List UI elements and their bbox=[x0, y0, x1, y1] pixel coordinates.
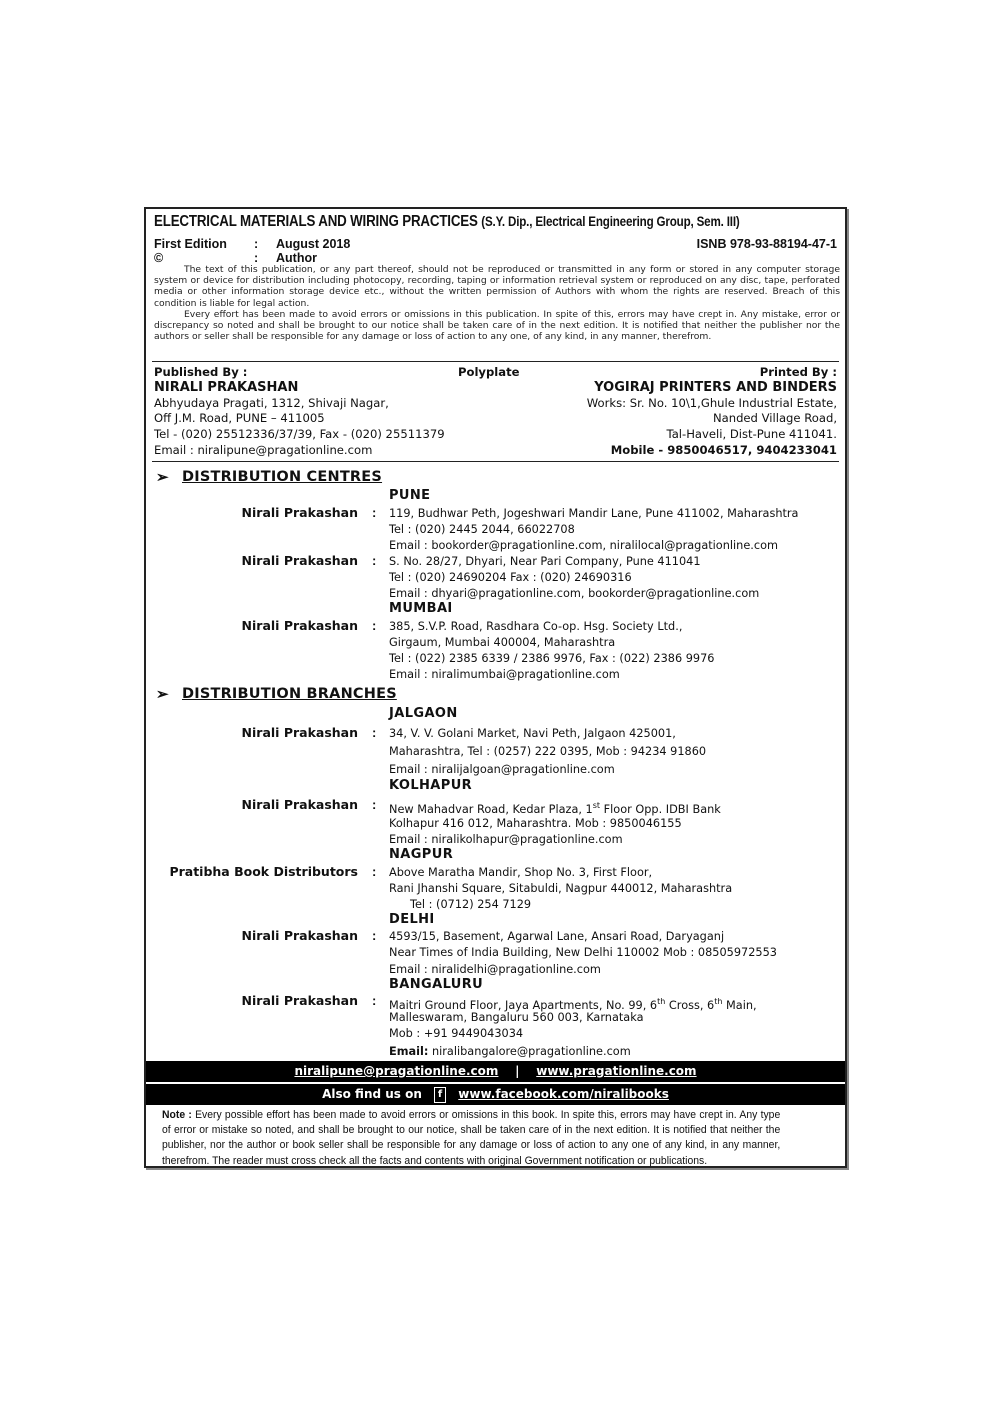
distribution-centres-heading: DISTRIBUTION CENTRES bbox=[182, 469, 383, 485]
email-link[interactable]: niralipune@pragationline.com bbox=[294, 1064, 499, 1078]
address-line: Maharashtra, Tel : (0257) 222 0395, Mob : 94234 91860 bbox=[389, 745, 707, 758]
copyright-symbol: © bbox=[154, 251, 164, 265]
contact-bar bbox=[146, 1061, 845, 1082]
divider bbox=[152, 361, 839, 362]
city-mumbai: MUMBAI bbox=[389, 601, 453, 616]
distributor-name: Nirali Prakashan bbox=[241, 553, 358, 568]
address-line: Email : niralikolhapur@pragationline.com bbox=[389, 833, 623, 846]
distributor-name: Nirali Prakashan bbox=[241, 928, 358, 943]
divider bbox=[152, 461, 839, 462]
address-line: Tel : (020) 2445 2044, 66022708 bbox=[389, 523, 575, 536]
social-bar bbox=[146, 1084, 845, 1105]
colon: : bbox=[372, 864, 377, 879]
city-delhi: DELHI bbox=[389, 912, 435, 927]
address-line: 119, Budhwar Peth, Jogeshwari Mandir Lane, Pune 411002, Maharashtra bbox=[389, 507, 799, 520]
note-label: Note : bbox=[162, 1109, 192, 1121]
colon: : bbox=[372, 553, 377, 568]
address-line: Email : dhyari@pragationline.com, bookorder@pragationline.com bbox=[389, 587, 760, 600]
address-line: 34, V. V. Golani Market, Navi Peth, Jalgaon 425001, bbox=[389, 727, 676, 740]
address-line: 385, S.V.P. Road, Rasdhara Co-op. Hsg. Society Ltd., bbox=[389, 620, 683, 633]
arrow-icon: ➢ bbox=[156, 469, 169, 486]
city-jalgaon: JALGAON bbox=[389, 706, 458, 721]
copyright-sep: : bbox=[254, 251, 259, 265]
address-line: Kolhapur 416 012, Maharashtra. Mob : 9850046155 bbox=[389, 817, 682, 830]
city-pune: PUNE bbox=[389, 488, 431, 503]
city-kolhapur: KOLHAPUR bbox=[389, 778, 473, 793]
printer-line: Tal-Haveli, Dist-Pune 411041. bbox=[666, 427, 837, 441]
address-line: 4593/15, Basement, Agarwal Lane, Ansari Road, Daryaganj bbox=[389, 930, 725, 943]
address-line: Near Times of India Building, New Delhi 110002 Mob : 08505972553 bbox=[389, 946, 777, 959]
address-line: Girgaum, Mumbai 400004, Maharashtra bbox=[389, 636, 616, 649]
address-line: Email: niralibangalore@pragationline.com bbox=[389, 1045, 631, 1058]
address-line: Email : niralijalgoan@pragationline.com bbox=[389, 763, 615, 776]
legal-paragraph-2: Every effort has been made to avoid errors or omissions in this publication. In spite of this, errors may have crept in. Any mistake, error or discrepancy so noted and shall be brought to our notice shall be taken care of in the next edition. It is notified that neither the publisher nor the authors or seller shall be responsible for any damage or loss of action to any one, of any kind, in any manner, therefrom. bbox=[154, 308, 840, 343]
address-line: Mob : +91 9449043034 bbox=[389, 1027, 524, 1040]
legal-paragraph-1: The text of this publication, or any part thereof, should not be reproduced or transmitted in any form or stored in any computer storage system or device for distribution including photocopy, recording, taping or information retrieval system or reproduced on any disc, tape, perforated media or other information storage device etc., without the written permission of Authors with whom the rights are reserved. Breach of this condition is liable for legal action. bbox=[154, 264, 840, 309]
note-text: Note : Every possible effort has been made to avoid errors or omissions in this book. In spite this, errors may have crept in. Any type of error or mistake so noted, and shall be brought to our notice, shall be taken care of in the next edition. It is notified that neither the publisher, nor the author or book seller shall be responsible for any damage or loss of action to any one of any kind, in any manner, therefrom. The reader must cross check all the facts and contents with original Government notification or publications. bbox=[162, 1109, 781, 1167]
address-line: Maitri Ground Floor, Jaya Apartments, No. 99, 6th Cross, 6th Main, bbox=[389, 997, 757, 1012]
printer-mobile: Mobile - 9850046517, 9404233041 bbox=[610, 443, 837, 457]
publisher-label: Published By : bbox=[154, 365, 248, 379]
city-nagpur: NAGPUR bbox=[389, 847, 454, 862]
imprint-page-frame bbox=[144, 207, 847, 1168]
printer-label: Printed By : bbox=[759, 365, 837, 379]
divider: | bbox=[515, 1064, 520, 1078]
address-line: Rani Jhanshi Square, Sitabuldi, Nagpur 440012, Maharashtra bbox=[389, 882, 733, 895]
website-link[interactable]: www.pragationline.com bbox=[536, 1064, 697, 1078]
colon: : bbox=[372, 797, 377, 812]
also-find-label: Also find us on bbox=[322, 1087, 422, 1101]
address-line: New Mahadvar Road, Kedar Plaza, 1st Floor Opp. IDBI Bank bbox=[389, 801, 721, 816]
address-line: Email : niralimumbai@pragationline.com bbox=[389, 668, 620, 681]
address-line: Tel : (020) 24690204 Fax : (020) 24690316 bbox=[389, 571, 632, 584]
legal-notice bbox=[154, 264, 840, 342]
distributor-name: Nirali Prakashan bbox=[241, 797, 358, 812]
facebook-link[interactable]: www.facebook.com/niralibooks bbox=[458, 1087, 669, 1101]
distributor-name: Nirali Prakashan bbox=[241, 618, 358, 633]
edition-value: August 2018 bbox=[276, 237, 351, 251]
distributor-name: Nirali Prakashan bbox=[241, 993, 358, 1008]
address-line: Above Maratha Mandir, Shop No. 3, First Floor, bbox=[389, 866, 653, 879]
arrow-icon: ➢ bbox=[156, 686, 169, 703]
address-line: Email : niralidelhi@pragationline.com bbox=[389, 963, 601, 976]
distributor-name: Pratibha Book Distributors bbox=[169, 864, 358, 879]
address-line: Tel : (0712) 254 7129 bbox=[410, 898, 532, 911]
isbn: ISNB 978-93-88194-47-1 bbox=[696, 237, 837, 251]
distributor-name: Nirali Prakashan bbox=[241, 725, 358, 740]
polyplate-label: Polyplate bbox=[458, 365, 520, 379]
distributor-name: Nirali Prakashan bbox=[241, 505, 358, 520]
publisher-name: NIRALI PRAKASHAN bbox=[154, 380, 299, 395]
colon: : bbox=[372, 725, 377, 740]
copyright-value: Author bbox=[276, 251, 317, 265]
book-title: ELECTRICAL MATERIALS AND WIRING PRACTICES (S.Y. Dip., Electrical Engineering Group, Sem. III) bbox=[154, 213, 740, 230]
colon: : bbox=[372, 928, 377, 943]
colon: : bbox=[372, 993, 377, 1008]
address-line: Malleswaram, Bangaluru 560 003, Karnataka bbox=[389, 1011, 644, 1024]
publisher-line: Off J.M. Road, PUNE – 411005 bbox=[154, 411, 325, 425]
facebook-icon: f bbox=[434, 1087, 446, 1103]
printer-name: YOGIRAJ PRINTERS AND BINDERS bbox=[594, 380, 837, 395]
colon: : bbox=[372, 618, 377, 633]
edition-label: First Edition bbox=[154, 237, 227, 251]
address-line: Tel : (022) 2385 6339 / 2386 9976, Fax : (022) 2386 9976 bbox=[389, 652, 715, 665]
address-line: S. No. 28/27, Dhyari, Near Pari Company, Pune 411041 bbox=[389, 555, 701, 568]
city-bangaluru: BANGALURU bbox=[389, 977, 484, 992]
distribution-branches-heading: DISTRIBUTION BRANCHES bbox=[182, 686, 397, 702]
publisher-email: Email : niralipune@pragationline.com bbox=[154, 443, 373, 457]
publisher-line: Abhyudaya Pragati, 1312, Shivaji Nagar, bbox=[154, 396, 389, 410]
edition-sep: : bbox=[254, 237, 259, 251]
printer-line: Works: Sr. No. 10\1,Ghule Industrial Estate, bbox=[586, 396, 837, 410]
colon: : bbox=[372, 505, 377, 520]
printer-line: Nanded Village Road, bbox=[712, 411, 837, 425]
address-line: Email : bookorder@pragationline.com, niralilocal@pragationline.com bbox=[389, 539, 778, 552]
publisher-line: Tel - (020) 25512336/37/39, Fax - (020) 25511379 bbox=[154, 427, 445, 441]
book-subtitle: (S.Y. Dip., Electrical Engineering Group, Sem. III) bbox=[481, 214, 740, 229]
